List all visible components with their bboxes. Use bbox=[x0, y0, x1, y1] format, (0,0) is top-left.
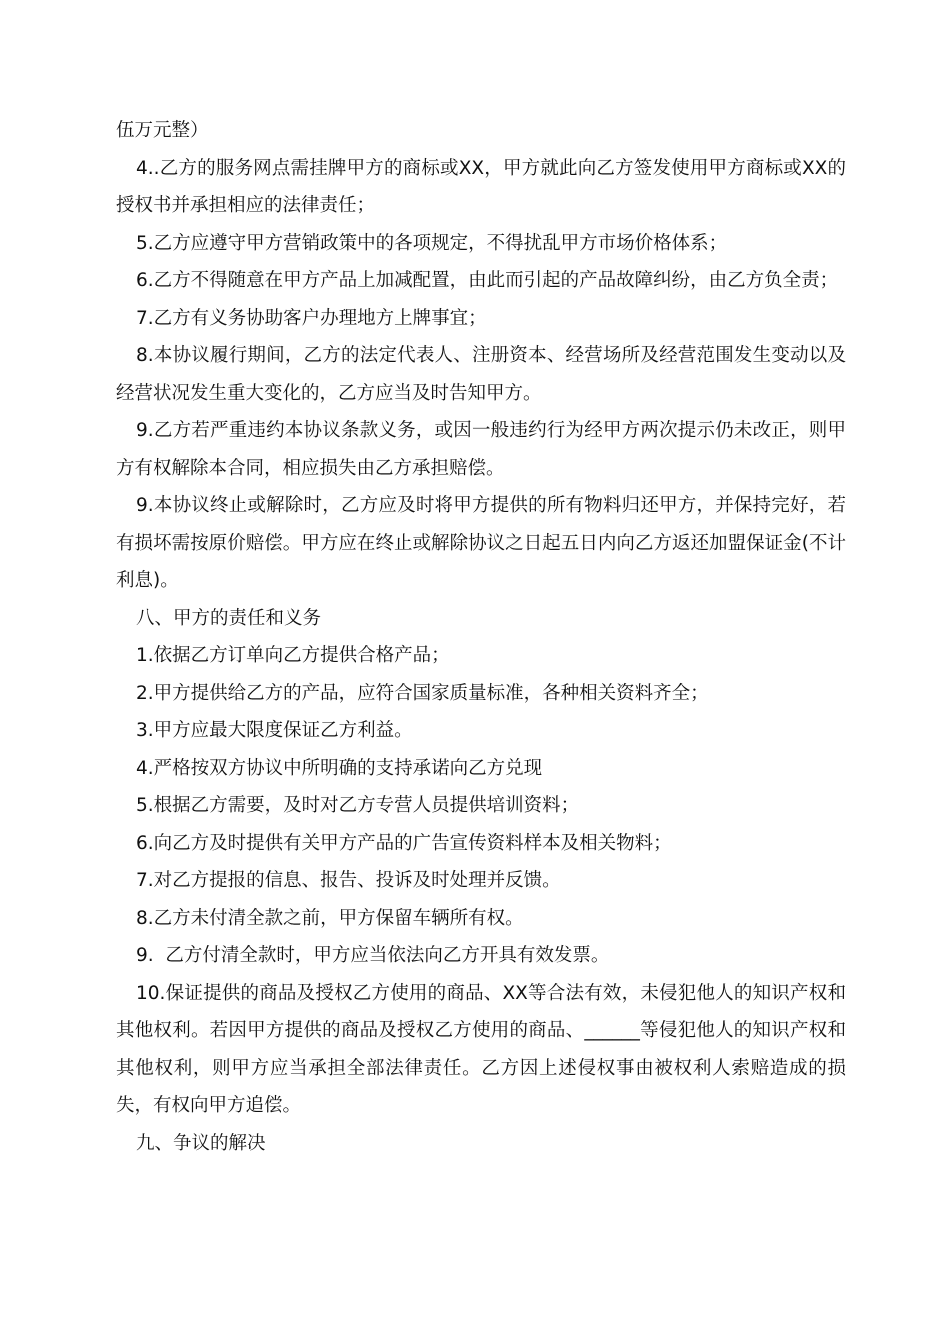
section-heading-8: 八、甲方的责任和义务 bbox=[136, 607, 322, 629]
paragraph-1: 伍万元整） bbox=[116, 120, 209, 141]
paragraph-4: 6.乙方不得随意在甲方产品上加减配置，由此而引起的产品故障纠纷，由乙方负全责； bbox=[136, 270, 839, 291]
paragraph-18: 9. 乙方付清全款时，甲方应当依法向乙方开具有效发票。 bbox=[136, 945, 610, 966]
paragraph-11: 2.甲方提供给乙方的产品，应符合国家质量标准，各种相关资料齐全； bbox=[136, 682, 709, 704]
paragraph-3: 5.乙方应遵守甲方营销政策中的各项规定，不得扰乱甲方市场价格体系； bbox=[136, 232, 728, 254]
paragraph-10: 1.依据乙方订单向乙方提供合格产品； bbox=[136, 645, 450, 666]
paragraph-14: 5.根据乙方需要，及时对乙方专营人员提供培训资料； bbox=[136, 795, 580, 816]
paragraph-12: 3.甲方应最大限度保证乙方利益。 bbox=[136, 720, 413, 741]
paragraph-19: 10.保证提供的商品及授权乙方使用的商品、XX等合法有效，未侵犯他人的知识产权和其他权利。若因甲方提供的商品及授权乙方使用的商品、______等侵犯他人的知识产权和其他权利，则甲方应当承担全部法律责任。乙方因上述侵权事由被权利人索赔造成的损失，有权向甲方追偿。 bbox=[116, 982, 846, 1116]
paragraph-7: 9.乙方若严重违约本协议条款义务，或因一般违约行为经甲方两次提示仍未改正，则甲方有权解除本合同，相应损失由乙方承担赔偿。 bbox=[116, 420, 846, 479]
document-body bbox=[116, 112, 846, 1162]
paragraph-15: 6.向乙方及时提供有关甲方产品的广告宣传资料样本及相关物料； bbox=[136, 832, 672, 854]
paragraph-5: 7.乙方有义务协助客户办理地方上牌事宜； bbox=[136, 307, 487, 329]
paragraph-6: 8.本协议履行期间，乙方的法定代表人、注册资本、经营场所及经营范围发生变动以及经营状况发生重大变化的，乙方应当及时告知甲方。 bbox=[116, 345, 846, 404]
paragraph-13: 4.严格按双方协议中所明确的支持承诺向乙方兑现 bbox=[136, 757, 543, 779]
paragraph-16: 7.对乙方提报的信息、报告、投诉及时处理并反馈。 bbox=[136, 870, 561, 891]
paragraph-8: 9.本协议终止或解除时，乙方应及时将甲方提供的所有物料归还甲方，并保持完好，若有损坏需按原价赔偿。甲方应在终止或解除协议之日起五日内向乙方返还加盟保证金(不计利息)。 bbox=[116, 495, 846, 591]
paragraph-17: 8.乙方未付清全款之前，甲方保留车辆所有权。 bbox=[136, 907, 524, 929]
section-heading-9: 九、争议的解决 bbox=[136, 1132, 266, 1154]
paragraph-2: 4..乙方的服务网点需挂牌甲方的商标或XX，甲方就此向乙方签发使用甲方商标或XX的授权书并承担相应的法律责任； bbox=[116, 157, 846, 216]
